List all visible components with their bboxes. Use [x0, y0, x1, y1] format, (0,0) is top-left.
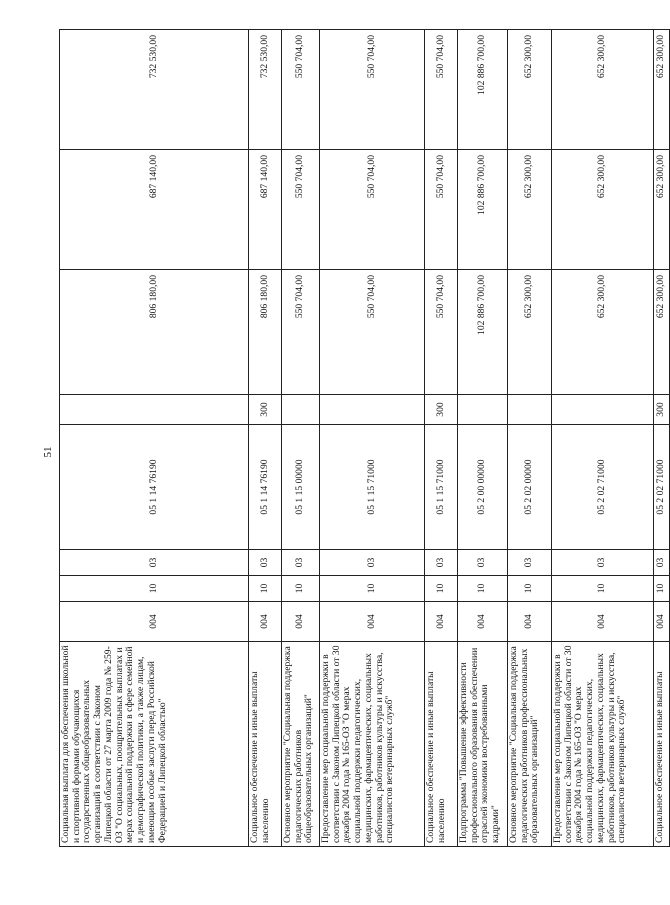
row-name: Социальное обеспечение и иные выплаты населению	[425, 642, 458, 847]
row-ministry-code: 004	[320, 602, 425, 642]
row-amount-year-3: 550 704,00	[282, 30, 320, 150]
row-amount-year-3: 550 704,00	[320, 30, 425, 150]
row-expense-type: 300	[249, 395, 282, 425]
row-subsection-code: 03	[654, 550, 670, 576]
row-amount-year-1: 550 704,00	[425, 270, 458, 395]
row-amount-year-3: 102 886 700,00	[458, 30, 508, 150]
row-amount-year-3: 652 300,00	[508, 30, 552, 150]
row-ministry-code: 004	[458, 602, 508, 642]
row-expense-type	[60, 395, 249, 425]
row-expense-type: 300	[654, 395, 670, 425]
row-amount-year-2: 652 300,00	[508, 150, 552, 270]
row-section-code: 10	[249, 576, 282, 602]
row-expense-type: 300	[425, 395, 458, 425]
row-ministry-code: 004	[60, 602, 249, 642]
row-expense-type	[552, 395, 654, 425]
table-row	[249, 30, 282, 847]
row-expense-type	[320, 395, 425, 425]
row-amount-year-1: 102 886 700,00	[458, 270, 508, 395]
page-number: 51	[42, 446, 54, 458]
row-section-code: 10	[654, 576, 670, 602]
row-amount-year-1: 806 180,00	[249, 270, 282, 395]
row-section-code: 10	[60, 576, 249, 602]
row-section-code: 10	[458, 576, 508, 602]
row-amount-year-3: 652 300,00	[552, 30, 654, 150]
row-amount-year-2: 652 300,00	[654, 150, 670, 270]
table-row	[282, 30, 320, 847]
row-amount-year-3: 550 704,00	[425, 30, 458, 150]
row-expense-type	[458, 395, 508, 425]
row-ministry-code: 004	[282, 602, 320, 642]
row-amount-year-3: 652 300,00	[654, 30, 670, 150]
table-row	[508, 30, 552, 847]
row-subsection-code: 03	[425, 550, 458, 576]
row-amount-year-3: 732 530,00	[60, 30, 249, 150]
row-name: Социальное обеспечение и иные выплаты	[654, 642, 670, 847]
table-row	[552, 30, 654, 847]
row-section-code: 10	[282, 576, 320, 602]
row-section-code: 10	[508, 576, 552, 602]
row-amount-year-2: 550 704,00	[320, 150, 425, 270]
row-section-code: 10	[552, 576, 654, 602]
row-ministry-code: 004	[654, 602, 670, 642]
row-amount-year-1: 806 180,00	[60, 270, 249, 395]
row-subsection-code: 03	[458, 550, 508, 576]
row-amount-year-1: 550 704,00	[282, 270, 320, 395]
row-expense-type	[282, 395, 320, 425]
row-target-article: 05 2 02 71000	[552, 425, 654, 550]
row-target-article: 05 1 15 71000	[425, 425, 458, 550]
row-amount-year-2: 652 300,00	[552, 150, 654, 270]
row-name: Подпрограмма "Повышение эффективности профессионального образования в обеспечении отраслей экономики востребованными кадрами"	[458, 642, 508, 847]
row-amount-year-2: 550 704,00	[425, 150, 458, 270]
row-name: Предоставление мер социальной поддержки в соответствии с Законом Липецкой области от 30 декабря 2004 года № 165-ОЗ "О мерах социальной поддержки педагогических, медицинских, фармацевтических, социальных работников, работников культуры и искусства, специалистов ветеринарных служб"	[552, 642, 654, 847]
table-row	[425, 30, 458, 847]
row-name: Социальная выплата для обеспечения школьной и спортивной формами обучающихся государственных общеобразовательных организаций в соответствии с Законом Липецкой области от 27 марта 2009 года № 259-ОЗ "О социальных, поощрительных выплатах и мерах социальной поддержки в сфере семейной и демографической политики, а также лицам, имеющим особые заслуги перед Российской Федерацией и Липецкой областью"	[60, 642, 249, 847]
table-row	[320, 30, 425, 847]
row-subsection-code: 03	[508, 550, 552, 576]
row-subsection-code: 03	[282, 550, 320, 576]
row-amount-year-1: 550 704,00	[320, 270, 425, 395]
row-name: Основное мероприятие "Социальная поддержка педагогических работников профессиональных образовательных организаций"	[508, 642, 552, 847]
row-target-article: 05 2 00 00000	[458, 425, 508, 550]
row-amount-year-3: 732 530,00	[249, 30, 282, 150]
table-body	[60, 30, 670, 847]
row-name: Предоставление мер социальной поддержки в соответствии с Законом Липецкой области от 30 декабря 2004 года № 165-ОЗ "О мерах социальной поддержки педагогических, медицинских, фармацевтических, социальных работников, работников культуры и искусства, специалистов ветеринарных служб"	[320, 642, 425, 847]
row-amount-year-2: 550 704,00	[282, 150, 320, 270]
row-section-code: 10	[425, 576, 458, 602]
row-name: Основное мероприятие "Социальная поддержка педагогических работников общеобразовательных организаций"	[282, 642, 320, 847]
row-ministry-code: 004	[425, 602, 458, 642]
row-ministry-code: 004	[552, 602, 654, 642]
budget-table-container	[59, 30, 667, 847]
table-row	[654, 30, 670, 847]
table-row	[60, 30, 249, 847]
row-expense-type	[508, 395, 552, 425]
row-subsection-code: 03	[552, 550, 654, 576]
budget-table	[59, 29, 670, 847]
row-amount-year-2: 687 140,00	[60, 150, 249, 270]
table-row	[458, 30, 508, 847]
row-subsection-code: 03	[249, 550, 282, 576]
row-target-article: 05 1 14 76190	[60, 425, 249, 550]
row-ministry-code: 004	[249, 602, 282, 642]
row-name: Социальное обеспечение и иные выплаты населению	[249, 642, 282, 847]
row-target-article: 05 1 14 76190	[249, 425, 282, 550]
row-subsection-code: 03	[320, 550, 425, 576]
row-amount-year-2: 687 140,00	[249, 150, 282, 270]
row-target-article: 05 1 15 71000	[320, 425, 425, 550]
row-target-article: 05 1 15 00000	[282, 425, 320, 550]
row-amount-year-1: 652 300,00	[654, 270, 670, 395]
row-amount-year-1: 652 300,00	[552, 270, 654, 395]
row-target-article: 05 2 02 00000	[508, 425, 552, 550]
row-amount-year-2: 102 886 700,00	[458, 150, 508, 270]
row-ministry-code: 004	[508, 602, 552, 642]
row-section-code: 10	[320, 576, 425, 602]
row-amount-year-1: 652 300,00	[508, 270, 552, 395]
row-subsection-code: 03	[60, 550, 249, 576]
row-target-article: 05 2 02 71000	[654, 425, 670, 550]
rotated-page-content	[59, 30, 667, 847]
